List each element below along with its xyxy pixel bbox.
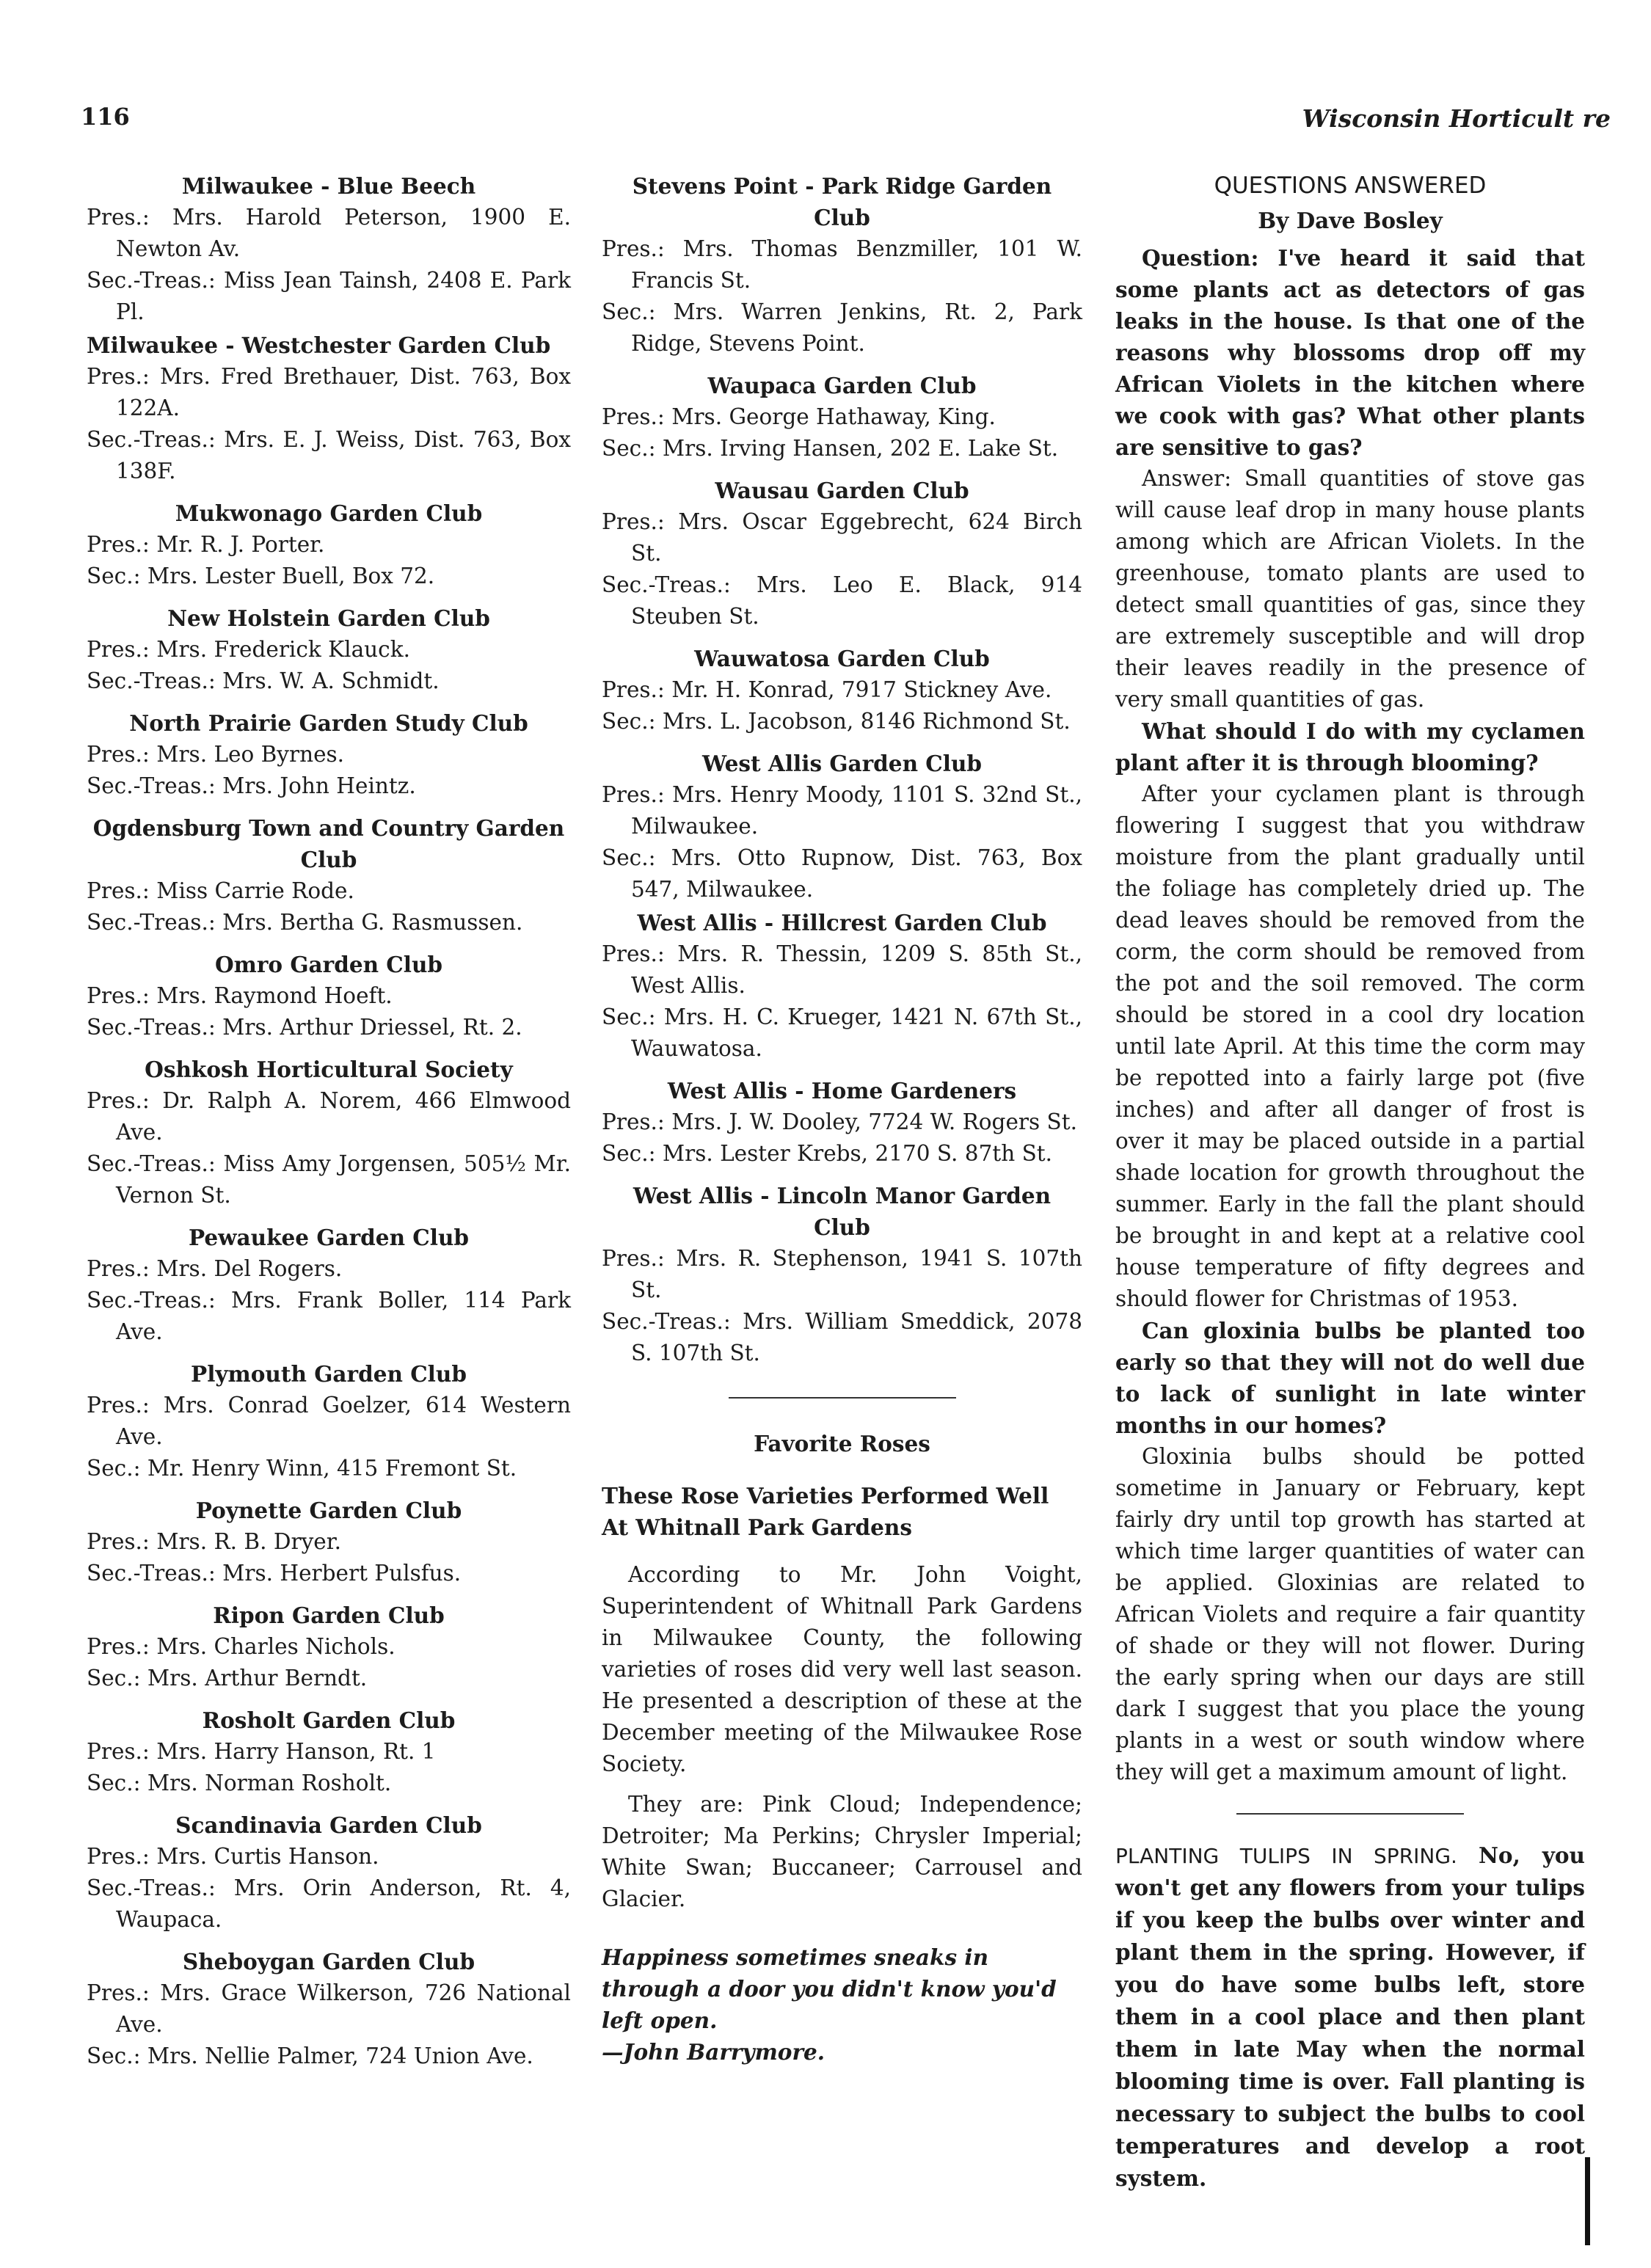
club-entry xyxy=(602,643,1082,737)
club-entry xyxy=(87,1222,571,1348)
club-name: Stevens Point - Park Ridge Garden Club xyxy=(632,173,1052,230)
officer-line: Pres.: Mrs. J. W. Dooley, 7724 W. Rogers St. xyxy=(602,1109,1077,1134)
officer-line: Sec.-Treas.: Mrs. Orin Anderson, Rt. 4, Waupaca. xyxy=(87,1875,571,1932)
officer-line: Sec.-Treas.: Mrs. Bertha G. Rasmussen. xyxy=(87,910,523,935)
officer-line: Pres.: Mrs. George Hathaway, King. xyxy=(602,404,996,429)
officer-line: Pres.: Mrs. Harold Peterson, 1900 E. Newton Av. xyxy=(87,205,571,261)
officer-line: Sec.-Treas.: Mrs. Herbert Pulsfus. xyxy=(87,1561,462,1586)
officer-line: Sec.-Treas.: Mrs. Frank Boller, 114 Park Ave. xyxy=(87,1288,571,1344)
officer-line: Pres.: Mrs. Conrad Goelzer, 614 Western Ave. xyxy=(87,1393,571,1449)
officer-line: Pres.: Mrs. Grace Wilkerson, 726 National Ave. xyxy=(87,1980,571,2037)
club-name: Sheboygan Garden Club xyxy=(182,1949,475,1975)
article-paragraph: They are: Pink Cloud; Independence; Detroiter; Ma Perkins; Chrysler Imperial; White Swan; Buccaneer; Carrousel and Glacier. xyxy=(602,1792,1082,1911)
qa-title: QUESTIONS ANSWERED xyxy=(1214,172,1487,199)
club-name: Wausau Garden Club xyxy=(715,478,969,503)
club-entry xyxy=(602,1075,1082,1170)
club-name: Wauwatosa Garden Club xyxy=(694,646,990,671)
club-entry xyxy=(602,170,1082,360)
column-middle xyxy=(602,170,1082,2068)
officer-line: Pres.: Mrs. Frederick Klauck. xyxy=(87,637,410,662)
club-entry xyxy=(87,1495,571,1589)
officer-line: Pres.: Mrs. Harry Hanson, Rt. 1 xyxy=(87,1739,436,1764)
officer-line: Pres.: Mrs. R. Thessin, 1209 S. 85th St., West Allis. xyxy=(602,941,1082,998)
question-text xyxy=(1115,242,1585,463)
question-text: Can gloxinia bulbs be planted too early so that they will not do well due to lack of sunlight in late winter months in our homes? xyxy=(1115,1318,1585,1438)
club-entry xyxy=(87,1704,571,1799)
officer-line: Sec.: Mrs. Norman Rosholt. xyxy=(87,1771,392,1795)
officer-line: Pres.: Miss Carrie Rode. xyxy=(87,878,354,903)
officer-line: Sec.: Mrs. Warren Jenkins, Rt. 2, Park Ridge, Stevens Point. xyxy=(602,299,1082,356)
club-entry xyxy=(602,1180,1082,1369)
question-body: I've heard it said that some plants act as detectors of gas leaks in the house. Is that one of the reasons why blossoms drop off my African Violets in the kitchen where we cook with gas? What other plants are sensitive to gas? xyxy=(1115,245,1585,460)
officer-line: Sec.: Mrs. Lester Buell, Box 72. xyxy=(87,564,435,588)
question-text: What should I do with my cyclamen plant after it is through blooming? xyxy=(1115,718,1585,776)
officer-line: Sec.: Mrs. Lester Krebs, 2170 S. 87th St. xyxy=(602,1141,1053,1166)
article-paragraph: According to Mr. John Voight, Superintendent of Whitnall Park Gardens in Milwaukee County, the following varieties of roses did very well last season. He presented a description of these at the December meeting of the Milwaukee Rose Society. xyxy=(602,1562,1082,1776)
quote-author: —John Barrymore. xyxy=(602,2039,826,2065)
answer-text: Gloxinia bulbs should be potted sometime in January or February, kept fairly dry until top growth has started at which time larger quantities of water can be applied. Gloxinias are related to African Violets and require a fair quantity of shade or they will not flower. During the early spring when our days are still dark I suggest that you place the young plants in a west or south window where they will get a maximum amount of light. xyxy=(1115,1444,1585,1784)
club-entry xyxy=(602,370,1082,464)
officer-line: Sec.: Mrs. Otto Rupnow, Dist. 763, Box 547, Milwaukee. xyxy=(602,845,1082,902)
officer-line: Sec.-Treas.: Mrs. Arthur Driessel, Rt. 2. xyxy=(87,1015,522,1040)
club-entry xyxy=(87,602,571,697)
page-number: 116 xyxy=(81,103,130,131)
officer-line: Sec.: Mrs. Irving Hansen, 202 E. Lake St. xyxy=(602,436,1059,461)
officer-line: Sec.: Mr. Henry Winn, 415 Fremont St. xyxy=(87,1456,517,1481)
officer-line: Sec.: Mrs. Arthur Berndt. xyxy=(87,1666,368,1691)
answer-text: After your cyclamen plant is through flowering I suggest that you withdraw moisture from the plant gradually until the foliage has completely dried up. The dead leaves should be removed from the corm, the corm should be removed from the pot and the soil removed. The corm should be stored in a cool dry location until late April. At this time the corm may be repotted into a fairly large pot (five inches) and after all danger of frost is over it may be placed outside in a partial shade location for growth throughout the summer. Early in the fall the plant should be brought in and kept at a relative cool house temperature of fifty degrees and should flower for Christmas of 1953. xyxy=(1115,781,1585,1311)
divider-line xyxy=(729,1397,956,1399)
club-name: Milwaukee - Westchester Garden Club xyxy=(87,332,551,358)
club-name: Waupaca Garden Club xyxy=(707,373,977,398)
officer-line: Pres.: Mrs. Thomas Benzmiller, 101 W. Francis St. xyxy=(602,236,1082,293)
club-entry xyxy=(87,497,571,592)
question-lead: Question: xyxy=(1142,245,1259,271)
club-name: Scandinavia Garden Club xyxy=(175,1812,482,1838)
club-entry xyxy=(602,475,1082,632)
margin-rule xyxy=(1585,2157,1590,2245)
officer-line: Sec.-Treas.: Miss Amy Jorgensen, 505½ Mr. Vernon St. xyxy=(87,1151,571,1208)
club-name: Mukwonago Garden Club xyxy=(175,500,483,526)
page-header xyxy=(81,103,1611,147)
club-name: Ogdensburg Town and Country Garden Club xyxy=(92,815,565,872)
officer-line: Pres.: Mrs. Curtis Hanson. xyxy=(87,1844,379,1869)
officer-line: Pres.: Mrs. Del Rogers. xyxy=(87,1256,343,1281)
officer-line: Pres.: Mrs. Oscar Eggebrecht, 624 Birch St. xyxy=(602,509,1082,566)
officer-line: Sec.-Treas.: Mrs. John Heintz. xyxy=(87,773,416,798)
officer-line: Pres.: Dr. Ralph A. Norem, 466 Elmwood Ave. xyxy=(87,1088,571,1145)
club-name: North Prairie Garden Study Club xyxy=(129,710,528,736)
answer-text: Answer: Small quantities of stove gas will cause leaf drop in many house plants among which are African Violets. In the greenhouse, tomato plants are used to detect small quantities of gas, since they are extremely susceptible and will drop their leaves readily in the presence of very small quantities of gas. xyxy=(1115,466,1585,712)
club-entry xyxy=(87,1600,571,1694)
club-name: West Allis - Hillcrest Garden Club xyxy=(637,910,1047,936)
officer-line: Pres.: Mrs. R. B. Dryer. xyxy=(87,1529,341,1554)
article-title: These Rose Varieties Performed Well At Whitnall Park Gardens xyxy=(602,1483,1049,1540)
officer-line: Sec.: Mrs. L. Jacobson, 8146 Richmond St. xyxy=(602,709,1071,734)
club-entry xyxy=(87,1809,571,1936)
club-entry xyxy=(87,707,571,802)
officer-line: Sec.-Treas.: Mrs. W. A. Schmidt. xyxy=(87,668,440,693)
officer-line: Pres.: Mrs. Raymond Hoeft. xyxy=(87,983,393,1008)
officer-line: Pres.: Mrs. Henry Moody, 1101 S. 32nd St., Milwaukee. xyxy=(602,782,1082,839)
officer-line: Sec.-Treas.: Mrs. Leo E. Black, 914 Steuben St. xyxy=(602,572,1082,629)
club-name: New Holstein Garden Club xyxy=(167,605,490,631)
club-name: Oshkosh Horticultural Society xyxy=(145,1057,513,1082)
club-entry xyxy=(87,329,571,487)
club-entry xyxy=(602,748,1082,905)
club-entry xyxy=(87,1946,571,2072)
quote-text: Happiness sometimes sneaks in through a door you didn't know you'd left open. xyxy=(602,1944,1057,2033)
officer-line: Pres.: Mr. H. Konrad, 7917 Stickney Ave. xyxy=(602,677,1052,702)
officer-line: Pres.: Mrs. Leo Byrnes. xyxy=(87,742,345,767)
club-name: Milwaukee - Blue Beech xyxy=(181,173,476,199)
officer-line: Pres.: Mrs. Charles Nichols. xyxy=(87,1634,396,1659)
club-name: Poynette Garden Club xyxy=(195,1498,462,1523)
column-left xyxy=(87,170,571,2074)
running-title: Wisconsin Horticult re xyxy=(1302,104,1611,133)
club-entry xyxy=(87,812,571,938)
club-entry xyxy=(87,1358,571,1484)
club-entry xyxy=(87,1054,571,1211)
officer-line: Pres.: Mrs. Fred Brethauer, Dist. 763, Box 122A. xyxy=(87,364,571,420)
officer-line: Pres.: Mr. R. J. Porter. xyxy=(87,532,325,557)
club-name: West Allis - Home Gardeners xyxy=(667,1078,1017,1104)
officer-line: Sec.: Mrs. H. C. Krueger, 1421 N. 67th St., Wauwatosa. xyxy=(602,1004,1082,1061)
club-name: West Allis Garden Club xyxy=(701,751,983,776)
officer-line: Sec.: Mrs. Nellie Palmer, 724 Union Ave. xyxy=(87,2043,533,2068)
divider-line xyxy=(1236,1813,1464,1815)
club-name: West Allis - Lincoln Manor Garden Club xyxy=(633,1183,1052,1240)
officer-line: Pres.: Mrs. R. Stephenson, 1941 S. 107th St. xyxy=(602,1246,1082,1302)
club-name: Pewaukee Garden Club xyxy=(188,1225,470,1250)
section-heading: Favorite Roses xyxy=(754,1431,930,1456)
club-name: Plymouth Garden Club xyxy=(191,1361,467,1387)
club-entry xyxy=(602,907,1082,1065)
qa-byline: By Dave Bosley xyxy=(1258,208,1443,233)
officer-line: Sec.-Treas.: Miss Jean Tainsh, 2408 E. Park Pl. xyxy=(87,268,571,324)
club-name: Omro Garden Club xyxy=(214,952,443,977)
tulips-heading: PLANTING TULIPS IN SPRING. xyxy=(1115,1844,1457,1868)
tulips-paragraph xyxy=(1115,1839,1585,2195)
officer-line: Sec.-Treas.: Mrs. William Smeddick, 2078 S. 107th St. xyxy=(602,1309,1082,1365)
column-right xyxy=(1115,170,1585,2195)
tulips-text: No, you won't get any flowers from your tulips if you keep the bulbs over winter and plant them in the spring. However, if you do have some bulbs left, store them in a cool place and then plant them in late May when the normal blooming time is over. Fall planting is necessary to subject the bulbs to cool temperatures and develop a root system. xyxy=(1115,1842,1585,2191)
club-name: Ripon Garden Club xyxy=(213,1602,445,1628)
officer-line: Sec.-Treas.: Mrs. E. J. Weiss, Dist. 763, Box 138F. xyxy=(87,427,571,484)
club-name: Rosholt Garden Club xyxy=(202,1707,456,1733)
club-entry xyxy=(87,170,571,328)
club-entry xyxy=(87,949,571,1043)
